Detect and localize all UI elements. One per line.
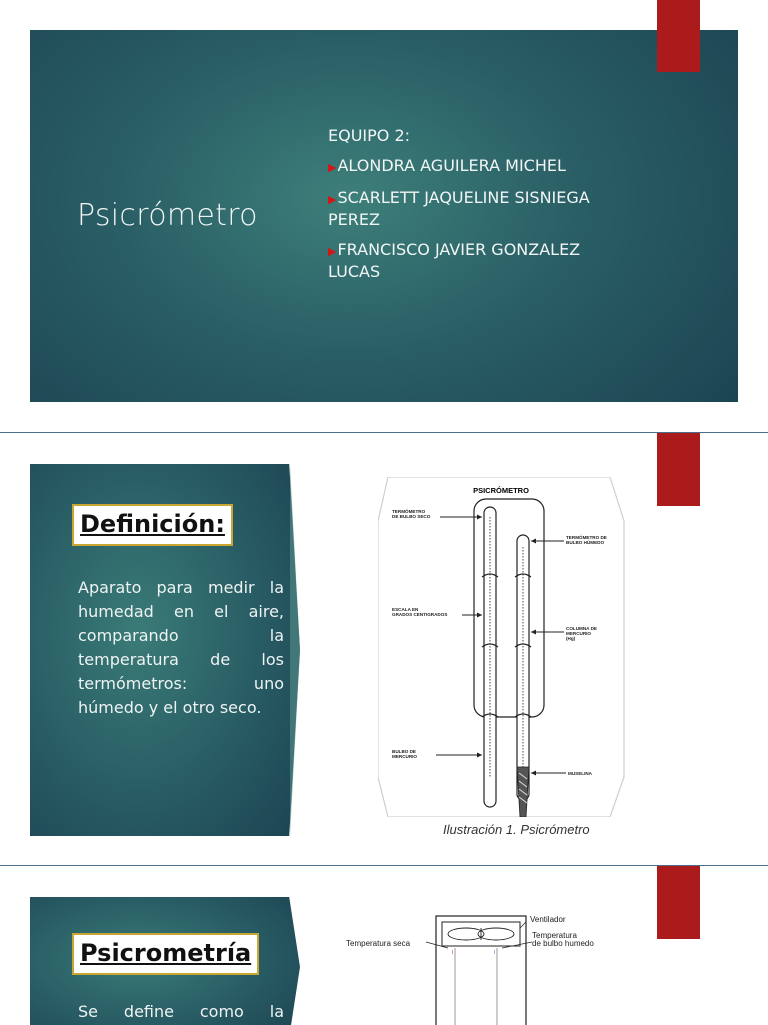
team-heading: EQUIPO 2:: [328, 126, 411, 145]
team-member: ▶SCARLETT JAQUELINE SISNIEGA PEREZ: [328, 188, 590, 229]
svg-text:I: I: [494, 950, 496, 956]
psychrometer-diagram: [378, 477, 626, 817]
svg-text:de bulbo humedo: de bulbo humedo: [532, 939, 594, 948]
svg-text:BULBO HÚMEDO: BULBO HÚMEDO: [566, 540, 605, 545]
bullet-arrow-icon: ▶: [328, 161, 337, 174]
svg-text:GRADOS CENTIGRADOS: GRADOS CENTIGRADOS: [392, 612, 448, 617]
label-dry-temp: Temperatura seca: [346, 939, 411, 948]
bullet-arrow-icon: ▶: [328, 245, 337, 258]
svg-text:(Hg): (Hg): [566, 636, 576, 641]
psychrometry-slide: [0, 865, 768, 1025]
accent-tab: [657, 433, 700, 506]
psychrometry-heading: Psicrometría: [72, 933, 259, 975]
team-member: ▶ALONDRA AGUILERA MICHEL: [328, 156, 566, 175]
definition-text: Aparato para medir la humedad en el aire, comparando la temperatura de los termómetros: uno húmedo y el otro seco.: [78, 578, 284, 717]
team-list: [328, 126, 633, 292]
svg-text:MERCURIO: MERCURIO: [566, 631, 592, 636]
svg-text:I: I: [452, 950, 454, 956]
definition-heading: Definición:: [72, 504, 233, 546]
team-member: ▶FRANCISCO JAVIER GONZALEZ LUCAS: [328, 240, 581, 281]
label-wet-temp: Temperatura: [532, 931, 577, 940]
label-muslin: MUSELINA: [568, 771, 592, 776]
label-dry-thermometer: TERMÓMETRO: [392, 509, 426, 514]
figure-caption: Ilustración 1. Psicrómetro: [443, 822, 590, 837]
label-wet-thermometer: TERMÓMETRO DE: [566, 535, 607, 540]
accent-tab: [657, 866, 700, 939]
panel-stripe: [290, 464, 300, 836]
title-slide: [0, 0, 768, 430]
bullet-arrow-icon: ▶: [328, 193, 337, 206]
definition-slide: [0, 432, 768, 865]
psychrometer-fan-diagram: [344, 908, 624, 1025]
psychrometry-text: Se define como la: [78, 1002, 284, 1021]
slide-title: Psicrómetro: [77, 198, 258, 233]
label-scale: ESCALA EN: [392, 607, 419, 612]
label-fan: Ventilador: [530, 915, 566, 924]
svg-text:MERCURIO: MERCURIO: [392, 754, 418, 759]
diagram-title: PSICRÓMETRO: [473, 486, 529, 495]
label-mercury-bulb: BULBO DE: [392, 749, 416, 754]
label-mercury-column: COLUMNA DE: [566, 626, 597, 631]
svg-text:DE BULBO SECO: DE BULBO SECO: [392, 514, 431, 519]
accent-tab: [657, 0, 700, 72]
